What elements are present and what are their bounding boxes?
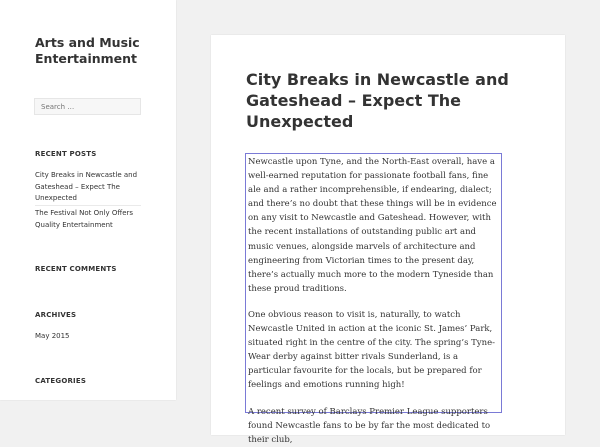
archives-heading: ARCHIVES bbox=[35, 311, 77, 319]
recent-post-link[interactable]: City Breaks in Newcastle and Gateshead – Expect The Unexpected bbox=[35, 171, 138, 202]
divider bbox=[35, 205, 141, 206]
article-content bbox=[245, 153, 502, 445]
article-paragraph: One obvious reason to visit is, naturally, to watch Newcastle United in action at the iconic St. James’ Park, situated right in the centre of the city. The spring’s Tyne-Wear derby against bitter rivals Sunderland, is a particular favourite for the locals, but be prepared for feelings and emotions running high! bbox=[248, 309, 495, 391]
categories-heading: CATEGORIES bbox=[35, 377, 87, 385]
article-title[interactable]: City Breaks in Newcastle and Gateshead – Expect The Unexpected bbox=[246, 70, 509, 131]
article-paragraph: Newcastle upon Tyne, and the North-East overall, have a well-earned reputation for passionate football fans, fine ale and a rather incomprehensible, if endearing, dialect; and there’s no doubt that these things will be in evidence on any visit to Newcastle and Gateshead. However, with the recent installations of outstanding public art and music venues, alongside marvels of architecture and engineering from Victorian times to the present day, there’s actually much more to the modern Tyneside than these proud traditions. bbox=[248, 157, 497, 294]
archive-link[interactable]: May 2015 bbox=[35, 332, 70, 340]
recent-comments-heading: RECENT COMMENTS bbox=[35, 265, 117, 273]
search-input[interactable] bbox=[34, 98, 141, 115]
recent-post-link[interactable]: The Festival Not Only Offers Quality Entertainment bbox=[35, 209, 134, 229]
sidebar bbox=[0, 0, 176, 400]
article-card bbox=[211, 35, 565, 445]
site-title[interactable]: Arts and Music Entertainment bbox=[35, 35, 140, 66]
article-paragraph: A recent survey of Barclays Premier League supporters found Newcastle fans to be by far the most dedicated to their club, bbox=[248, 406, 491, 445]
recent-posts-heading: RECENT POSTS bbox=[35, 150, 97, 158]
